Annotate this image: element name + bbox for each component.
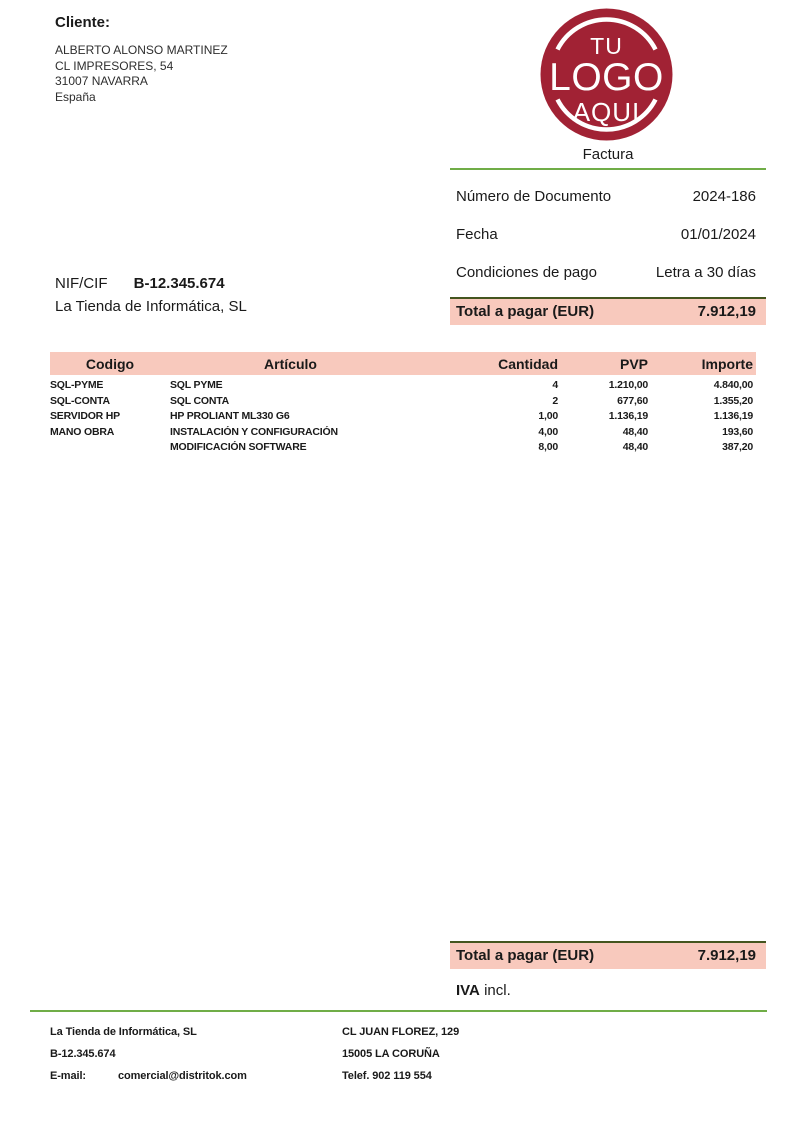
items-table-header <box>50 352 756 375</box>
field-value: 2024-186 <box>692 188 756 205</box>
cell-articulo: HP PROLIANT ML330 G6 <box>170 410 290 422</box>
items-table <box>50 352 756 457</box>
nif-label: NIF/CIF <box>55 275 108 292</box>
client-postal-city: 31007 NAVARRA <box>55 74 148 88</box>
client-street: CL IMPRESORES, 54 <box>55 58 174 73</box>
header-cantidad: Cantidad <box>498 355 558 372</box>
field-value: 01/01/2024 <box>680 226 756 243</box>
cell-cantidad: 4 <box>552 379 558 391</box>
client-name: ALBERTO ALONSO MARTINEZ <box>55 43 228 57</box>
footer-company-column <box>50 1023 342 1089</box>
cell-pvp: 48,40 <box>622 441 648 453</box>
invoice-header-block <box>450 146 766 325</box>
header-articulo: Artículo <box>264 355 317 372</box>
logo-text-tu: TU <box>590 33 623 59</box>
footer-email-label: E-mail: <box>50 1070 86 1082</box>
header-importe: Importe <box>701 355 753 372</box>
cell-codigo: SERVIDOR HP <box>50 410 120 422</box>
seller-nif-row <box>55 275 247 292</box>
footer-address-column <box>342 1023 642 1089</box>
table-row <box>50 395 756 411</box>
cell-codigo: SQL-PYME <box>50 379 104 391</box>
footer-company-name: La Tienda de Informática, SL <box>50 1026 197 1038</box>
invoice-field-date <box>450 226 766 246</box>
invoice-field-payment-terms <box>450 264 766 284</box>
total-label: Total a pagar (EUR) <box>456 947 595 964</box>
field-label: Fecha <box>456 226 498 243</box>
client-block <box>55 14 228 105</box>
field-label: Número de Documento <box>456 188 612 205</box>
footer-phone: Telef. 902 119 554 <box>342 1070 432 1082</box>
table-row <box>50 379 756 395</box>
header-codigo: Codigo <box>85 355 135 372</box>
invoice-title: Factura <box>450 146 766 170</box>
invoice-total-row <box>450 297 766 325</box>
cell-pvp: 1.136,19 <box>608 410 648 422</box>
header-pvp: PVP <box>619 355 648 372</box>
cell-articulo: INSTALACIÓN Y CONFIGURACIÓN <box>170 425 338 438</box>
cell-cantidad: 4,00 <box>538 425 558 438</box>
summary-block <box>450 941 766 969</box>
cell-cantidad: 2 <box>552 394 558 407</box>
table-row <box>50 426 756 442</box>
logo-text-aqui: AQUI <box>572 97 641 127</box>
client-country: España <box>55 89 96 104</box>
field-value: Letra a 30 días <box>655 264 756 281</box>
cell-pvp: 677,60 <box>617 394 648 407</box>
field-label: Condiciones de pago <box>456 264 597 281</box>
footer-email-value: comercial@distritok.com <box>117 1070 247 1082</box>
cell-cantidad: 1,00 <box>538 410 558 422</box>
cell-pvp: 1.210,00 <box>608 379 648 391</box>
footer-city: 15005 LA CORUÑA <box>342 1048 440 1060</box>
cell-codigo <box>50 441 170 457</box>
logo-badge-icon <box>540 8 673 141</box>
client-label: Cliente: <box>55 14 111 31</box>
footer-company-nif: B-12.345.674 <box>50 1048 116 1060</box>
table-row <box>50 441 756 457</box>
nif-value: B-12.345.674 <box>133 275 225 292</box>
cell-importe: 4.840,00 <box>713 379 753 391</box>
cell-articulo: SQL CONTA <box>170 394 230 407</box>
cell-importe: 1.355,20 <box>713 394 753 407</box>
footer-divider <box>30 1010 767 1012</box>
cell-importe: 387,20 <box>722 441 753 453</box>
cell-articulo: MODIFICACIÓN SOFTWARE <box>170 441 307 453</box>
cell-importe: 193,60 <box>722 425 753 438</box>
items-table-body <box>50 379 756 457</box>
logo-text-logo: LOGO <box>549 56 664 99</box>
total-value: 7.912,19 <box>697 303 756 320</box>
summary-total-row <box>450 941 766 969</box>
cell-codigo: MANO OBRA <box>50 425 115 438</box>
footer-email-row <box>50 1067 342 1089</box>
cell-cantidad: 8,00 <box>538 441 558 453</box>
cell-articulo: SQL PYME <box>170 379 223 391</box>
vat-included-text: incl. <box>479 982 511 999</box>
vat-note <box>456 982 511 999</box>
company-logo <box>540 8 673 141</box>
footer <box>50 1023 756 1089</box>
total-value: 7.912,19 <box>697 947 756 964</box>
seller-block <box>55 275 247 315</box>
seller-name: La Tienda de Informática, SL <box>55 298 247 315</box>
cell-pvp: 48,40 <box>622 425 648 438</box>
vat-label: IVA <box>456 982 480 999</box>
invoice-field-document-number <box>450 188 766 208</box>
total-label: Total a pagar (EUR) <box>456 303 595 320</box>
cell-codigo: SQL-CONTA <box>50 394 110 407</box>
cell-importe: 1.136,19 <box>713 410 753 422</box>
table-row <box>50 410 756 426</box>
footer-street: CL JUAN FLOREZ, 129 <box>342 1026 460 1038</box>
